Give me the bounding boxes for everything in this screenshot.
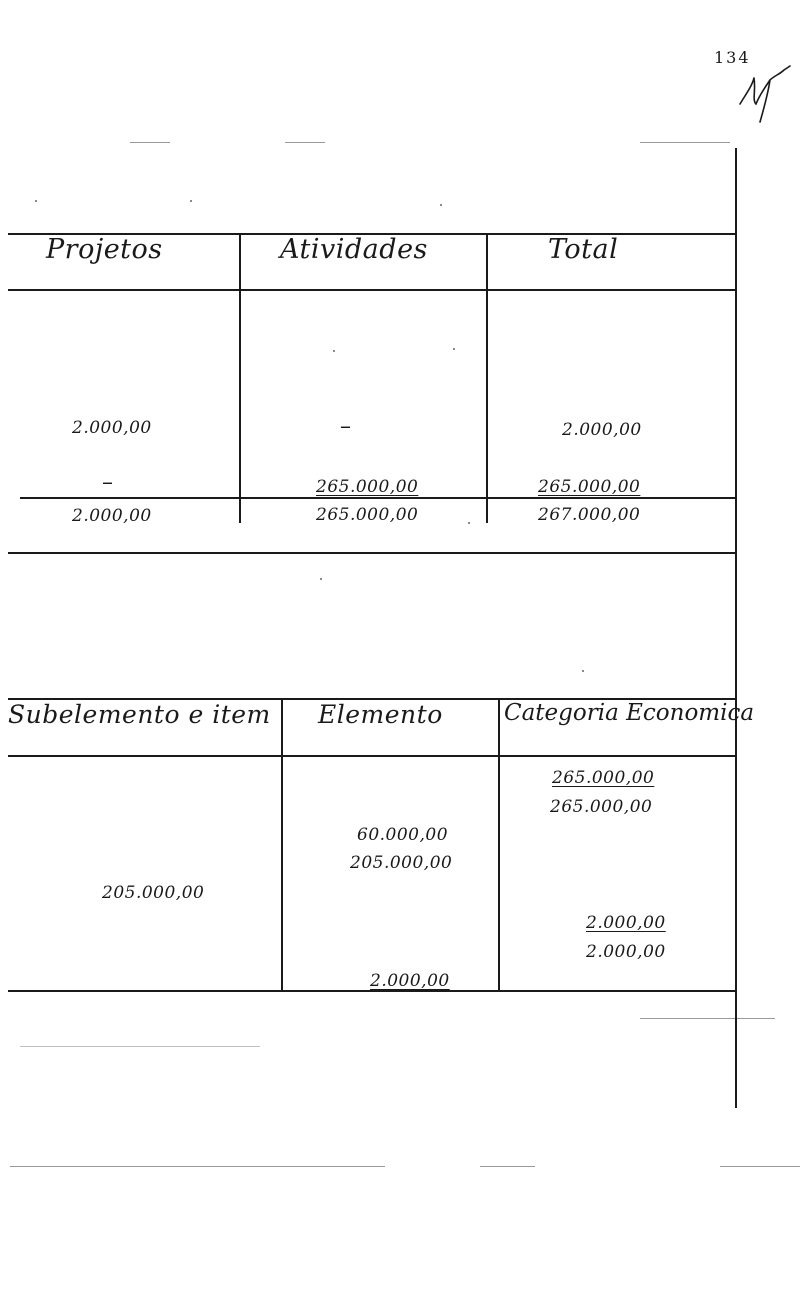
table1-header-rule (8, 289, 736, 291)
table1-divider-1 (239, 233, 241, 523)
categoria-value-1: 265.000,00 (552, 768, 655, 788)
categoria-value-3: 2.000,00 (586, 913, 666, 933)
total-row2: 265.000,00 (538, 477, 641, 497)
header-elemento: Elemento (318, 700, 443, 729)
categoria-value-2: 265.000,00 (550, 797, 653, 817)
atividades-row2: 265.000,00 (316, 477, 419, 497)
projetos-row1: 2.000,00 (72, 418, 152, 438)
atividades-total: 265.000,00 (316, 505, 419, 525)
total-row1: 2.000,00 (562, 420, 642, 440)
header-projetos: Projetos (46, 234, 163, 265)
atividades-row1: – (340, 414, 352, 439)
header-total: Total (548, 234, 619, 265)
table1-bottom-rule (8, 552, 736, 554)
total-total: 267.000,00 (538, 505, 641, 525)
categoria-value-4: 2.000,00 (586, 942, 666, 962)
elemento-value-2: 205.000,00 (350, 853, 453, 873)
margin-line (735, 148, 737, 1108)
table2-divider-1 (281, 698, 283, 992)
subelemento-value: 205.000,00 (102, 883, 205, 903)
header-subelemento: Subelemento e item (8, 700, 271, 729)
table2-divider-2 (498, 698, 500, 992)
signature-initials-icon (736, 64, 792, 128)
elemento-value-1: 60.000,00 (357, 825, 449, 845)
projetos-total: 2.000,00 (72, 506, 152, 526)
header-atividades: Atividades (280, 234, 428, 265)
elemento-value-3: 2.000,00 (370, 971, 450, 991)
page-number: 134 (714, 48, 751, 67)
table1-total-rule (20, 497, 736, 499)
projetos-row2: – (102, 470, 114, 495)
table2-header-rule (8, 755, 736, 757)
header-categoria: Categoria Economica (504, 700, 755, 726)
table1-divider-2 (486, 233, 488, 523)
